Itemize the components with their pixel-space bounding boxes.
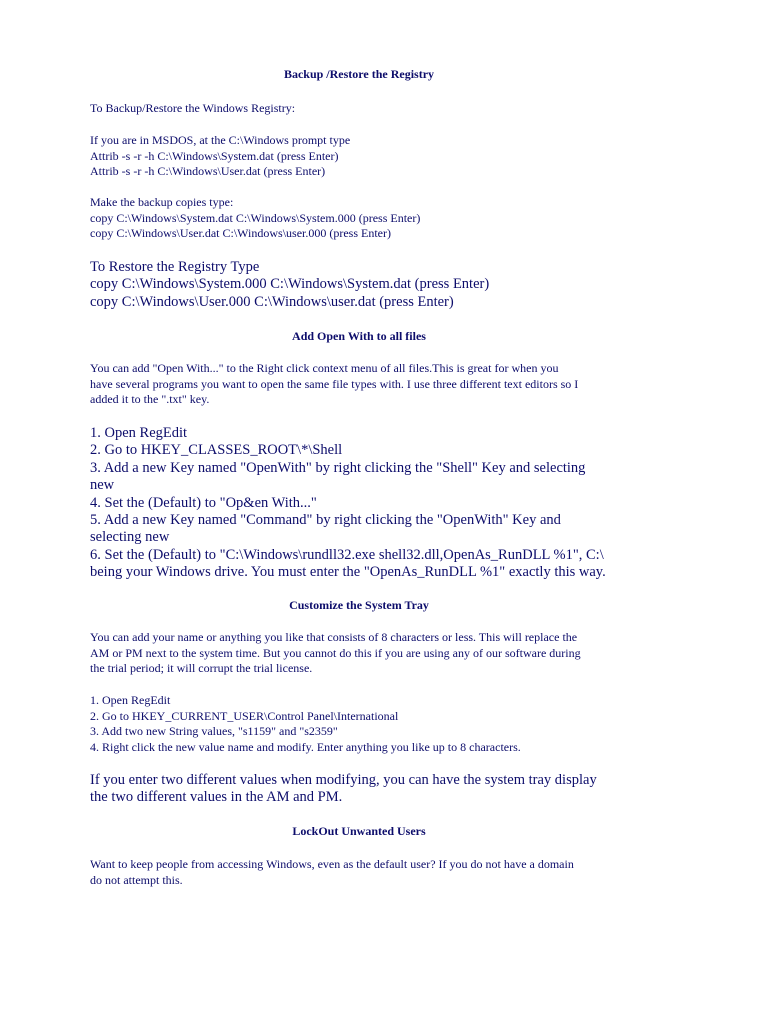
- msdos-instructions: If you are in MSDOS, at the C:\Windows prompt type Attrib -s -r -h C:\Windows\System.dat (press Enter) Attrib -s -r -h C:\Windows\User.dat (press Enter): [90, 133, 351, 179]
- list-item: 4. Right click the new value name and modify. Enter anything you like up to 8 characters.: [90, 739, 521, 754]
- open-with-description: You can add "Open With..." to the Right click context menu of all files.This is great for when you have several programs you want to open the same file types with. I use three different text editors so I added it to the ".txt" key.: [90, 361, 579, 407]
- section-heading-open-with: Add Open With to all files: [292, 329, 426, 343]
- section-heading-system-tray: Customize the System Tray: [289, 598, 429, 612]
- section-heading-lockout-users: LockOut Unwanted Users: [292, 824, 426, 838]
- backup-copy-instructions: Make the backup copies type: copy C:\Windows\System.dat C:\Windows\System.000 (press Enter) copy C:\Windows\User.dat C:\Windows\user.000 (press Enter): [90, 195, 421, 241]
- system-tray-note: If you enter two different values when modifying, you can have the system tray display the two different values in the AM and PM.: [90, 772, 597, 806]
- list-item: 4. Set the (Default) to "Op&en With...": [90, 494, 317, 511]
- list-item: 1. Open RegEdit: [90, 693, 171, 707]
- list-item: 6. Set the (Default) to "C:\Windows\rundll32.exe shell32.dll,OpenAs_RunDLL %1", C:\: [90, 546, 604, 563]
- system-tray-description: You can add your name or anything you like that consists of 8 characters or less. This will replace the AM or PM next to the system time. But you cannot do this if you are using any of our software during the trial period; it will corrupt the trial license.: [90, 630, 581, 676]
- list-item: 2. Go to HKEY_CURRENT_USER\Control Panel\International: [90, 708, 399, 723]
- open-with-steps: [90, 425, 650, 582]
- list-item: new: [90, 477, 115, 494]
- list-item: selecting new: [90, 529, 170, 546]
- list-item: 2. Go to HKEY_CLASSES_ROOT\*\Shell: [90, 442, 343, 459]
- backup-intro: To Backup/Restore the Windows Registry:: [90, 101, 296, 115]
- list-item: 5. Add a new Key named "Command" by right clicking the "OpenWith" Key and: [90, 512, 561, 529]
- list-item: 1. Open RegEdit: [90, 425, 188, 441]
- system-tray-steps: [90, 693, 650, 755]
- list-item: 3. Add a new Key named "OpenWith" by right clicking the "Shell" Key and selecting: [90, 459, 586, 476]
- lockout-description: Want to keep people from accessing Windows, even as the default user? If you do not have a domain do not attempt this.: [90, 857, 574, 887]
- list-item: being your Windows drive. You must enter the "OpenAs_RunDLL %1" exactly this way.: [90, 564, 606, 581]
- section-heading-backup-restore: Backup /Restore the Registry: [283, 67, 435, 81]
- list-item: 3. Add two new String values, "s1159" and "s2359": [90, 724, 338, 739]
- restore-instructions: To Restore the Registry Type copy C:\Windows\System.000 C:\Windows\System.dat (press Enter) copy C:\Windows\User.000 C:\Windows\user.dat (press Enter): [90, 259, 490, 310]
